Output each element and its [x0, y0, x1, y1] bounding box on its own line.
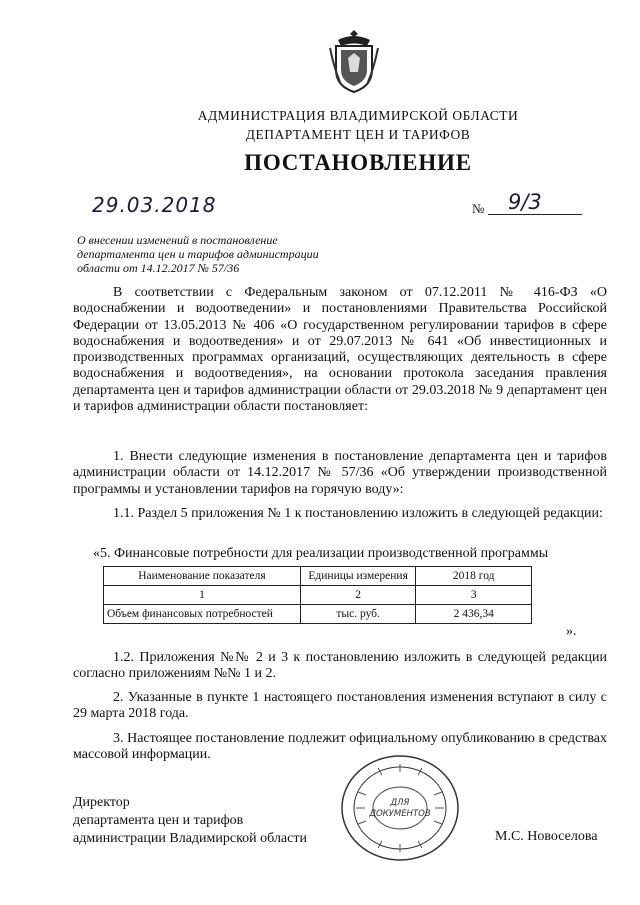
table-cell: тыс. руб.: [300, 605, 416, 624]
document-number: 9/3: [508, 190, 542, 214]
table-cell: 2 436,34: [416, 605, 532, 624]
table-header-row: [104, 567, 532, 586]
stamp-text: ДОКУМЕНТОВ: [369, 809, 431, 819]
organization-name: АДМИНИСТРАЦИЯ ВЛАДИМИРСКОЙ ОБЛАСТИ: [197, 108, 519, 123]
clause-1-2-paragraph: 1.2. Приложения №№ 2 и 3 к постановлению изложить в следующей редакции согласно приложениям №№ 1 и 2.: [73, 650, 607, 682]
clause-2-paragraph: 2. Указанные в пункте 1 настоящего постановления изменения вступают в силу с 29 марта 2018 года.: [73, 690, 607, 722]
signatory-name: М.С. Новоселова: [495, 829, 598, 844]
subject-line: области от 14.12.2017 № 57/36: [77, 261, 240, 275]
signatory-title: департамента цен и тарифов: [73, 813, 244, 828]
document-title: ПОСТАНОВЛЕНИЕ: [244, 150, 472, 175]
document-date: 29.03.2018: [92, 193, 217, 217]
signatory-title: Директор: [73, 795, 130, 810]
clause-1-paragraph: 1. Внести следующие изменения в постановление департамента цен и тарифов администрации области от 14.12.2017 № 57/36 «Об утверждении производственной программы и установлении тарифов на горячую воду»:: [73, 449, 607, 497]
subject-line: О внесении изменений в постановление: [77, 233, 278, 247]
table-cell: 2: [300, 586, 416, 605]
stamp-text: ДЛЯ: [390, 798, 410, 808]
coat-of-arms-icon: [328, 28, 380, 94]
preamble-paragraph: В соответствии с Федеральным законом от 07.12.2011 № 416-ФЗ «О водоснабжении и водоотведении» и постановлениями Правительства Российской Федерации от 13.05.2013 № 406 «О государственном регулировании тарифов в сфере водоснабжения и водоотведения» и от 29.07.2013 № 641 «Об инвестиционных и производственных программах организаций, осуществляющих деятельность в сфере водоснабжения и водоотведения», на основании протокола заседания правления департамента цен и тарифов администрации области от 29.03.2018 № 9 департамент цен и тарифов администрации области постановляет:: [73, 285, 607, 415]
department-name: ДЕПАРТАМЕНТ ЦЕН И ТАРИФОВ: [245, 127, 471, 142]
document-subject: [77, 233, 377, 275]
table-cell: 1: [104, 586, 301, 605]
section-5-heading: «5. Финансовые потребности для реализации производственной программы: [93, 546, 549, 561]
table-closing-quote: ».: [566, 624, 577, 639]
signatory-title: администрации Владимирской области: [73, 831, 307, 846]
table-row: [104, 605, 532, 624]
number-label: №: [472, 201, 485, 216]
financial-needs-table: [103, 566, 532, 624]
table-header-cell: Единицы измерения: [300, 567, 416, 586]
table-header-cell: 2018 год: [416, 567, 532, 586]
signature-block: [73, 794, 307, 848]
table-header-cell: Наименование показателя: [104, 567, 301, 586]
table-cell: 3: [416, 586, 532, 605]
table-index-row: [104, 586, 532, 605]
table-cell: Объем финансовых потребностей: [104, 605, 301, 624]
official-stamp-icon: [338, 752, 462, 864]
clause-3-paragraph: 3. Настоящее постановление подлежит официальному опубликованию в средствах массовой информации.: [73, 731, 607, 763]
number-underline: [488, 214, 582, 215]
subject-line: департамента цен и тарифов администрации: [77, 247, 319, 261]
clause-1-1-paragraph: 1.1. Раздел 5 приложения № 1 к постановлению изложить в следующей редакции:: [113, 506, 603, 521]
